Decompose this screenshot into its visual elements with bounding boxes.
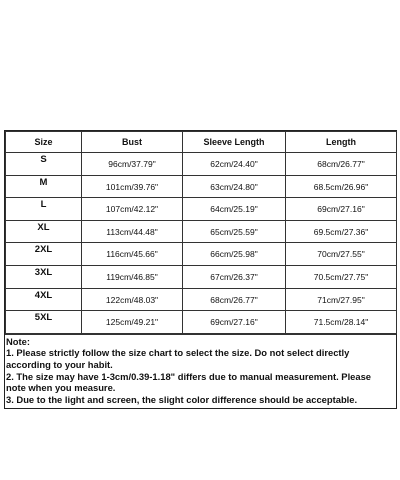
- notes-title: Note:: [6, 335, 30, 347]
- length-cell: 68.5cm/26.96": [286, 175, 397, 198]
- sleeve-cell: 64cm/25.19": [183, 198, 286, 221]
- note-item: 1. Please strictly follow the size chart to select the size. Do not select directly according to your habit.: [6, 347, 350, 370]
- sleeve-cell: 62cm/24.40": [183, 153, 286, 176]
- table-header-row: [6, 132, 397, 153]
- length-cell: 70.5cm/27.75": [286, 265, 397, 288]
- sleeve-cell: 65cm/25.59": [183, 220, 286, 243]
- length-cell: 71cm/27.95": [286, 288, 397, 311]
- bust-cell: 107cm/42.12": [82, 198, 183, 221]
- table-row: [6, 311, 397, 334]
- sleeve-cell: 68cm/26.77": [183, 288, 286, 311]
- bust-cell: 116cm/45.66": [82, 243, 183, 266]
- bust-cell: 119cm/46.85": [82, 265, 183, 288]
- size-chart-panel: [4, 130, 397, 409]
- header-length: Length: [286, 132, 397, 153]
- size-cell: 4XL: [6, 288, 82, 311]
- size-cell: 3XL: [6, 265, 82, 288]
- size-cell: S: [6, 153, 82, 176]
- sleeve-cell: 63cm/24.80": [183, 175, 286, 198]
- table-row: [6, 288, 397, 311]
- sleeve-cell: 67cm/26.37": [183, 265, 286, 288]
- length-cell: 71.5cm/28.14": [286, 311, 397, 334]
- bust-cell: 101cm/39.76": [82, 175, 183, 198]
- length-cell: 69cm/27.16": [286, 198, 397, 221]
- table-row: [6, 265, 397, 288]
- length-cell: 68cm/26.77": [286, 153, 397, 176]
- table-row: [6, 220, 397, 243]
- header-sleeve-length: Sleeve Length: [183, 132, 286, 153]
- sleeve-cell: 66cm/25.98": [183, 243, 286, 266]
- table-row: [6, 198, 397, 221]
- bust-cell: 113cm/44.48": [82, 220, 183, 243]
- sleeve-cell: 69cm/27.16": [183, 311, 286, 334]
- notes-section: [5, 334, 396, 409]
- table-row: [6, 175, 397, 198]
- size-cell: XL: [6, 220, 82, 243]
- size-cell: 2XL: [6, 243, 82, 266]
- size-cell: L: [6, 198, 82, 221]
- bust-cell: 125cm/49.21": [82, 311, 183, 334]
- header-bust: Bust: [82, 132, 183, 153]
- length-cell: 69.5cm/27.36": [286, 220, 397, 243]
- bust-cell: 96cm/37.79": [82, 153, 183, 176]
- bust-cell: 122cm/48.03": [82, 288, 183, 311]
- header-size: Size: [6, 132, 82, 153]
- size-cell: 5XL: [6, 311, 82, 334]
- size-chart-table: [5, 131, 397, 334]
- size-cell: M: [6, 175, 82, 198]
- table-row: [6, 153, 397, 176]
- table-row: [6, 243, 397, 266]
- length-cell: 70cm/27.55": [286, 243, 397, 266]
- note-item: 2. The size may have 1-3cm/0.39-1.18" differs due to manual measurement. Please note when you measure.: [6, 370, 372, 394]
- note-item: 3. Due to the light and screen, the slight color difference should be acceptable.: [6, 393, 358, 405]
